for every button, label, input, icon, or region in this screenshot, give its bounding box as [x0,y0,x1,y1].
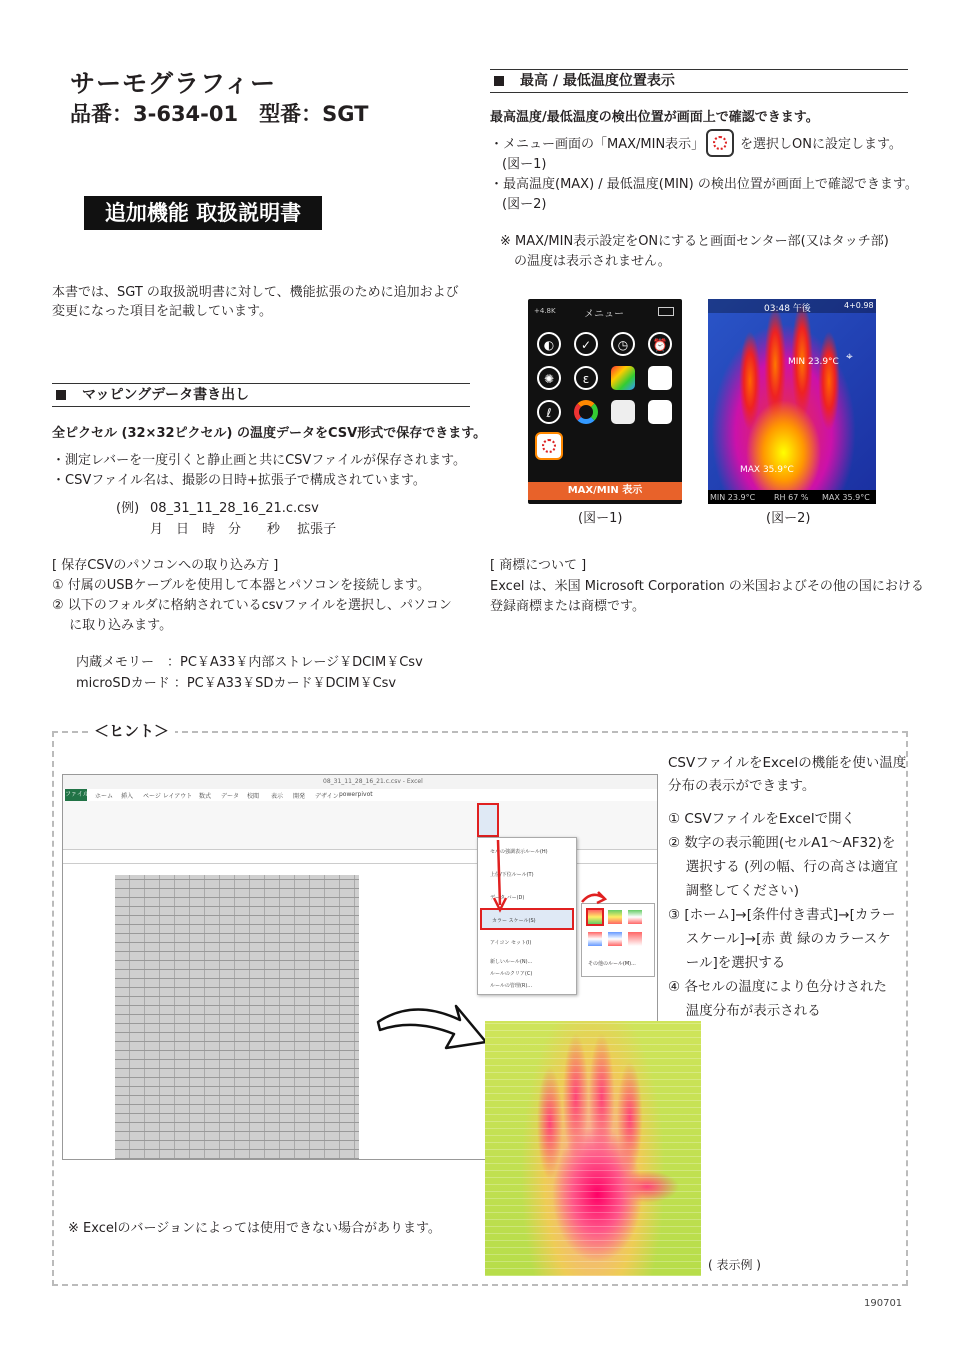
tab-layout[interactable]: ページ レイアウト [143,793,193,800]
example-caption: ( 表示例 ) [708,1258,761,1272]
folder-path: microSDカード ：PC￥A33￥SDカード￥DCIM￥Csv [76,676,397,691]
scale-option[interactable] [628,910,642,924]
maxmin-menu-icon [706,129,734,157]
red-arrow-icon [470,790,620,930]
status-text: 4+0.98 [844,301,874,310]
hint-step: 調整してください) [668,883,800,899]
thermometer-icon: ℓ [537,400,561,424]
hint-step: ② 数字の表示範囲(セルA1～AF32)を [668,835,896,851]
aperture-icon: ✺ [537,366,561,390]
mapping-lead: 全ピクセル (32×32ピクセル) の温度データをCSV形式で保存できます。 [52,426,487,441]
document-title: サーモグラフィー [70,69,277,98]
maxmin-heading: 最高 / 最低温度位置表示 [490,69,908,93]
intro-text: 本書では、SGT の取扱説明書に対して、機能拡張のために追加および変更になった項目を記載しています。 [52,285,459,319]
trademark-text: 登録商標または商標です。 [490,599,645,614]
example-parts: 月 日 時 分 秒 拡張子 [150,522,337,537]
scale-option[interactable] [628,932,642,946]
footer-min: MIN 23.9°C [710,493,756,502]
figure-2-caption: (図ー2) [766,511,811,526]
import-step: ② 以下のフォルダに格納されているcsvファイルを選択し、パソコン [52,598,452,613]
maxmin-bullet: ・メニュー画面の「MAX/MIN表示」 [490,137,705,152]
menu-item-topbottom[interactable]: 上位/下位ルール(T) [490,872,534,878]
tab-formulas[interactable]: 数式 [199,793,212,800]
excel-title: 08_31_11_28_16_21.c.csv - Excel [323,778,423,785]
maxmin-bullet: (図ー1) [502,157,547,172]
alarm-icon: ⏰ [648,332,672,356]
scale-option[interactable] [608,932,622,946]
square-bullet-icon [494,76,504,86]
menu-title: メニュー [584,309,624,320]
hint-step: 選択する (列の幅、行の高さは適宜 [668,859,898,875]
footer-max: MAX 35.9°C [822,493,870,502]
hint-step: ④ 各セルの温度により色分けされた [668,979,887,995]
manual-banner: 追加機能 取扱説明書 [84,196,322,230]
hint-step: 温度分布が表示される [668,1003,821,1019]
footer-rh: RH 67 % [774,493,809,502]
menu-item-colorscale-label: カラー スケール(S) [492,918,536,924]
status-text: +4.8K [534,307,556,315]
maxmin-bullet: を選択しONに設定します。 [740,137,902,152]
palette-icon [611,366,635,390]
mapping-bullet: ・CSVファイル名は、撮影の日時+拡張子で構成されています。 [52,473,426,488]
maxmin-icon [535,432,563,460]
maxmin-note: の温度は表示されません。 [514,254,671,269]
clock-icon: ✓ [574,332,598,356]
import-step: に取り込みます。 [52,618,173,633]
folder-path: 内蔵メモリー ：PC￥A33￥内部ストレージ￥DCIM￥Csv [76,655,423,670]
min-crosshair-icon: ⌖ [846,349,853,363]
tab-home[interactable]: ホーム [95,793,114,800]
curved-arrow-icon [374,990,494,1060]
temperature-heatmap [485,1021,701,1276]
scale-option[interactable] [588,932,602,946]
maxmin-lead: 最高温度/最低温度の検出位置が画面上で確認できます。 [490,110,819,125]
hint-intro: CSVファイルをExcelの機能を使い温度 [668,755,907,771]
menu-item-databar[interactable]: データ バー(D) [490,895,525,901]
contrast-icon: ◐ [537,332,561,356]
hint-note: ※ Excelのバージョンによっては使用できない場合があります。 [68,1221,441,1236]
square-bullet-icon [56,390,66,400]
import-step: ① 付属のUSBケーブルを使用して本器とパソコンを接続します。 [52,578,431,593]
menu-item-highlight[interactable]: セルの強調表示ルール(H) [490,849,548,855]
hint-step: ③ [ホーム]→[条件付き書式]→[カラー [668,907,896,923]
language-icon [611,400,635,424]
excel-selected-range[interactable] [115,875,359,1159]
hint-label: ＜ヒント＞ [88,720,175,741]
more-rules-link[interactable]: その他のルール(M)... [588,961,636,967]
excel-title-bar [63,775,657,789]
example-filename: 08_31_11_28_16_21.c.csv [150,501,319,516]
import-heading: [ 保存CSVのパソコンへの取り込み方 ] [52,558,279,573]
mapping-bullet: ・測定レバーを一度引くと静止画と共にCSVファイルが保存されます。 [52,453,467,468]
maxmin-bullet: (図ー2) [502,197,547,212]
example-label: (例) [116,501,140,516]
hint-step: ① CSVファイルをExcelで開く [668,811,856,827]
trash-icon [648,400,672,424]
tab-insert[interactable]: 挿入 [121,793,134,800]
menu-item-clear[interactable]: ルールのクリア(C) [490,971,533,977]
min-marker-label: MIN 23.9°C [788,357,839,367]
device-menu-screen [528,299,682,504]
max-marker-label: MAX 35.9°C [740,465,794,475]
hint-step: ール]を選択する [668,955,786,971]
tab-developer[interactable]: 開発 [293,793,306,800]
hint-step: スケール]→[赤 黄 緑のカラースケ [668,931,891,947]
document-code: 190701 [864,1298,903,1309]
tab-powerpivot[interactable]: powerpivot [339,791,373,798]
tab-review[interactable]: 校閲 [247,793,260,800]
color-wheel-icon [574,400,598,424]
battery-icon [658,307,674,316]
menu-item-newrule[interactable]: 新しいルール(N)... [490,959,533,965]
tab-design[interactable]: デザイン [315,793,339,800]
trademark-heading: [ 商標について ] [490,558,587,573]
thermal-image [708,299,876,504]
model-number: 品番：3-634-01 型番：SGT [70,102,369,126]
save-icon [648,366,672,390]
hint-steps [668,807,898,1023]
hint-intro: 分布の表示ができます。 [668,778,816,794]
figure-1-caption: (図ー1) [578,511,623,526]
time-text: 03:48 午後 [764,304,811,314]
tab-view[interactable]: 表示 [271,793,284,800]
timer-icon: ◷ [611,332,635,356]
maxmin-note: ※ MAX/MIN表示設定をONにすると画面センター部(又はタッチ部) [500,234,889,249]
maxmin-bullet: ・最高温度(MAX) / 最低温度(MIN) の検出位置が画面上で確認できます。 [490,177,918,192]
trademark-text: Excel は、米国 Microsoft Corporation の米国およびその他の国における [490,579,924,594]
maxmin-footer: MAX/MIN 表示 [528,482,682,500]
mapping-heading: マッピングデータ書き出し [52,383,470,407]
tab-data[interactable]: データ [221,793,240,800]
menu-item-iconset[interactable]: アイコン セット(I) [490,940,532,946]
emissivity-icon: ε [574,366,598,390]
tab-file[interactable]: ファイル [65,789,87,801]
menu-item-manage[interactable]: ルールの管理(R)... [490,983,533,989]
